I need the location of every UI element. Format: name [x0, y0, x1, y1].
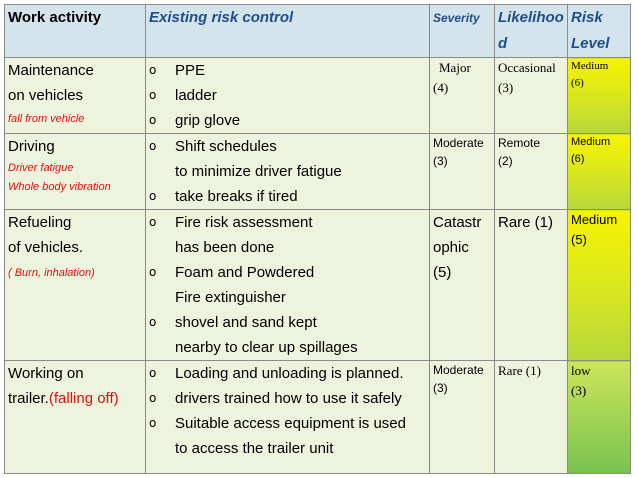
control-item: o ladder [149, 83, 426, 108]
severity-cell: Moderate (3) [430, 134, 495, 210]
activity-cell [5, 134, 146, 210]
activity-line: of vehicles. [8, 239, 84, 256]
severity-cell: Catastr ophic (5) [430, 210, 495, 361]
control-item: o Fire risk assessment [149, 210, 426, 235]
severity-cell: Major (4) [430, 58, 495, 134]
header-severity: Severity [430, 5, 495, 58]
hazard-text: (falling off) [48, 390, 119, 407]
control-cell [146, 58, 430, 134]
bullet-icon: o [149, 113, 157, 127]
activity-cell [5, 58, 146, 134]
control-cell [146, 361, 430, 474]
control-item-continuation: to access the trailer unit [175, 440, 334, 457]
control-item-continuation: has been done [175, 239, 275, 256]
bullet-icon: o [149, 88, 157, 102]
hazard-text: fall from vehicle [8, 113, 85, 125]
header-risk-level: Risk Level [568, 5, 631, 58]
severity-cell: Moderate (3) [430, 361, 495, 474]
risk-level-cell: Medium (6) [568, 134, 631, 210]
bullet-icon: o [149, 265, 157, 279]
control-item: o PPE [149, 58, 426, 83]
bullet-icon: o [149, 391, 157, 405]
bullet-icon: o [149, 366, 157, 380]
control-cell [146, 134, 430, 210]
control-item-continuation: nearby to clear up spillages [175, 339, 358, 356]
risk-level-cell: low (3) [568, 361, 631, 474]
bullet-icon: o [149, 189, 157, 203]
bullet-icon: o [149, 63, 157, 77]
hazard-text: Whole body vibration [8, 181, 111, 193]
header-work-activity: Work activity [5, 5, 146, 58]
activity-cell [5, 210, 146, 361]
control-item: o Suitable access equipment is used [149, 411, 426, 436]
header-likelihood: Likelihood [495, 5, 568, 58]
control-item-continuation: Fire extinguisher [175, 289, 286, 306]
bullet-icon: o [149, 416, 157, 430]
risk-assessment-table [4, 4, 631, 474]
risk-level-cell: Medium (6) [568, 58, 631, 134]
table-row [5, 210, 631, 361]
table-row [5, 134, 631, 210]
control-item: o shovel and sand kept [149, 310, 426, 335]
table-row [5, 361, 631, 474]
activity-line: Maintenance [8, 62, 94, 79]
risk-level-cell: Medium (5) [568, 210, 631, 361]
bullet-icon: o [149, 215, 157, 229]
control-item: o drivers trained how to use it safely [149, 386, 426, 411]
likelihood-cell: Remote (2) [495, 134, 568, 210]
likelihood-cell: Rare (1) [495, 210, 568, 361]
control-item: o Loading and unloading is planned. [149, 361, 426, 386]
activity-line: on vehicles [8, 87, 84, 104]
hazard-text: Driver fatigue [8, 162, 74, 174]
activity-line: Driving [8, 138, 55, 155]
control-item: o grip glove [149, 108, 426, 133]
control-item: o Shift schedules [149, 134, 426, 159]
activity-line: Working on [8, 365, 84, 382]
likelihood-cell: Occasional (3) [495, 58, 568, 134]
control-item-continuation: to minimize driver fatigue [175, 163, 342, 180]
header-existing-risk-control: Existing risk control [146, 5, 430, 58]
likelihood-cell: Rare (1) [495, 361, 568, 474]
bullet-icon: o [149, 139, 157, 153]
control-item: o take breaks if tired [149, 184, 426, 209]
control-cell [146, 210, 430, 361]
activity-line: Refueling [8, 214, 72, 231]
control-item: o Foam and Powdered [149, 260, 426, 285]
activity-cell [5, 361, 146, 474]
table-row [5, 58, 631, 134]
bullet-icon: o [149, 315, 157, 329]
header-row [5, 5, 631, 58]
activity-line: trailer.(falling off) [8, 390, 119, 407]
hazard-text: ( Burn, inhalation) [8, 267, 95, 279]
